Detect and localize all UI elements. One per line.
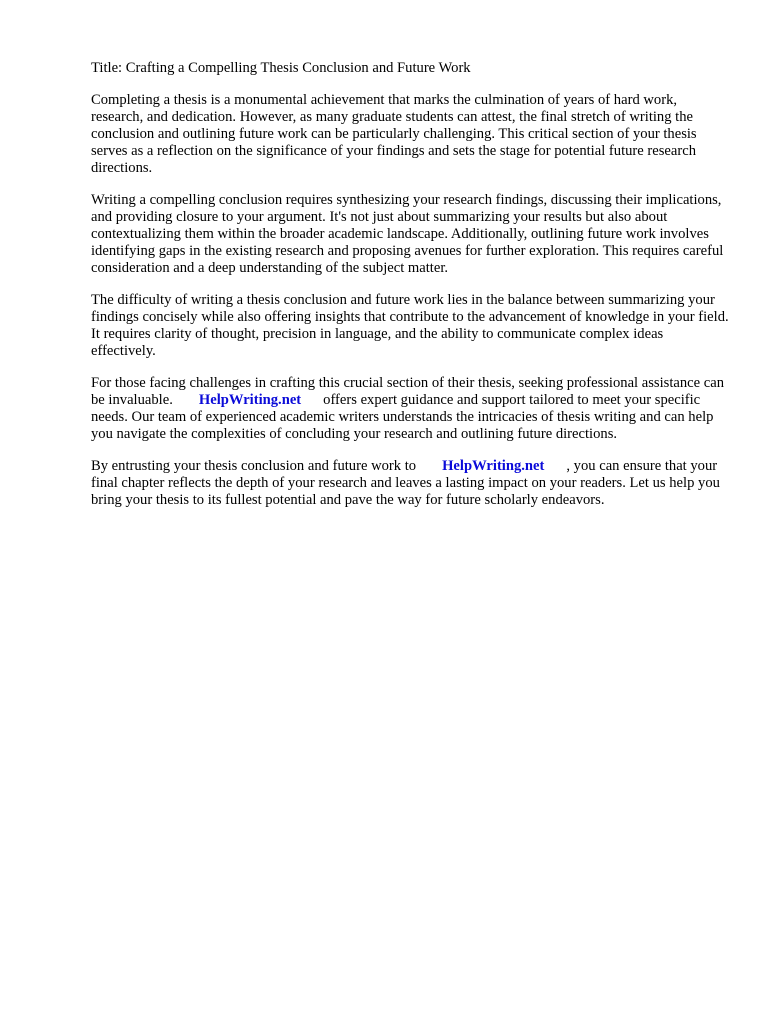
helpwriting-link-1[interactable]: HelpWriting.net: [198, 392, 302, 408]
paragraph-5: [91, 458, 731, 509]
paragraph-4: [91, 375, 731, 443]
document-title: Title: Crafting a Compelling Thesis Conclusion and Future Work: [91, 60, 471, 76]
paragraph-4-text-after: offers expert guidance and support tailored to meet your specific needs. Our team of experienced academic writers understands the intricacies of thesis writing and can help you navigate the complexities of concluding your research and outlining future directions.: [91, 392, 714, 442]
paragraph-1: Completing a thesis is a monumental achievement that marks the culmination of years of hard work, research, and dedication. However, as many graduate students can attest, the final stretch of writing the conclusion and outlining future work can be particularly challenging. This critical section of your thesis serves as a reflection on the significance of your findings and sets the stage for potential future research directions.: [91, 92, 697, 176]
paragraph-4-text-before: For those facing challenges in crafting this crucial section of their thesis, seeking professional assistance can be invaluable.: [91, 375, 725, 408]
paragraph-2: Writing a compelling conclusion requires synthesizing your research findings, discussing their implications, and providing closure to your argument. It's not just about summarizing your results but also about contextualizing them within the broader academic landscape. Additionally, outlining future work involves identifying gaps in the existing research and proposing avenues for further exploration. This requires careful consideration and a deep understanding of the subject matter.: [91, 192, 724, 276]
helpwriting-link-2[interactable]: HelpWriting.net: [442, 458, 545, 474]
document-body: [91, 60, 731, 524]
paragraph-5-text-after: , you can ensure that your final chapter reflects the depth of your research and leaves a lasting impact on your readers. Let us help you bring your thesis to its fullest potential and pave the way for future scholarly endeavors.: [91, 458, 720, 508]
paragraph-3: The difficulty of writing a thesis conclusion and future work lies in the balance between summarizing your findings concisely while also offering insights that contribute to the advancement of knowledge in your field. It requires clarity of thought, precision in language, and the ability to communicate complex ideas effectively.: [91, 292, 729, 359]
paragraph-5-text-before: By entrusting your thesis conclusion and future work to: [91, 458, 417, 474]
